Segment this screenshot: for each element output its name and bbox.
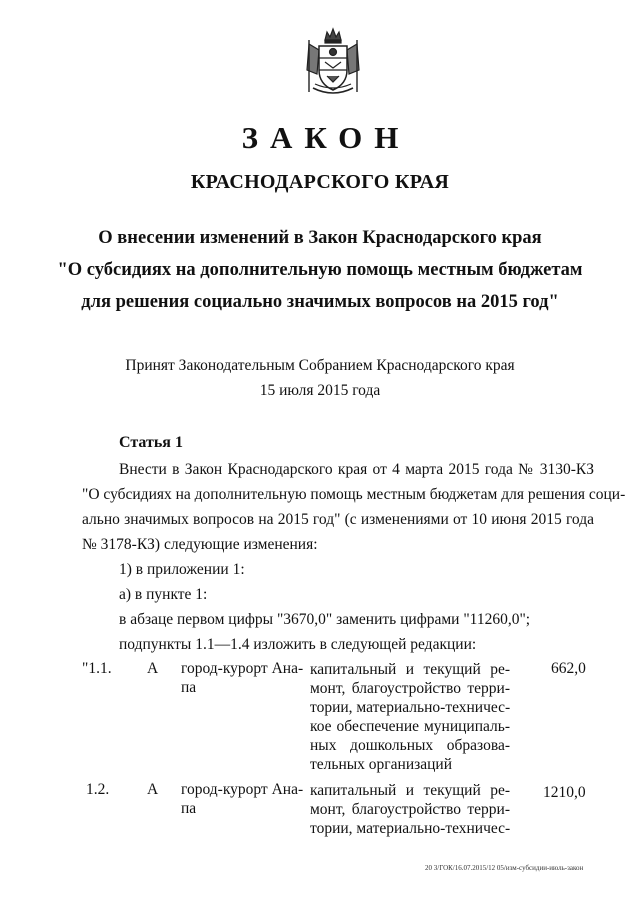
krasnodar-krai-coat-of-arms [303,26,363,98]
document-title: ЗАКОН [241,120,411,155]
item-subpoints: подпункты 1.1—1.4 изложить в следующей редакции: [119,636,477,653]
row-description [310,781,510,838]
document-subtitle: КРАСНОДАРСКОГО КРАЯ [190,171,450,193]
description-line: тельных организаций [310,756,453,773]
description-line: тории, материально-техничес- [310,820,511,837]
description-line: капитальный и текущий ре- [310,661,510,678]
adopted-date: 15 июля 2015 года [259,382,381,399]
description-line: монт, благоустройство терри- [310,801,510,818]
paragraph-line-3: ально значимых вопросов на 2015 год" (с изменениями от 10 июня 2015 года [82,511,594,528]
document-footer-code: 20 3/ГОК/16.07.2015/12 05/изм-субсидии-июль-закон [425,864,584,872]
item-abzac: в абзаце первом цифры "3670,0" заменить цифрами "11260,0"; [119,611,531,628]
row-number: 1.2. [86,781,110,798]
description-line: ных дошкольных образова- [310,737,510,754]
paragraph-line-1: Внести в Закон Краснодарского края от 4 марта 2015 года № 3130-КЗ [119,461,594,478]
adopted-by: Принят Законодательным Собранием Краснодарского края [125,357,515,374]
item-appendix: 1) в приложении 1: [119,561,245,578]
description-line: капитальный и текущий ре- [310,782,510,799]
description-line: тории, материально-техничес- [310,699,511,716]
row-number: "1.1. [82,660,112,677]
row-amount: 1210,0 [543,784,586,801]
description-line: монт, благоустройство терри- [310,680,510,697]
article-title: Статья 1 [119,434,183,451]
row-category: А [147,781,159,798]
law-heading-line-2: "О субсидиях на дополнительную помощь местным бюджетам [57,260,583,280]
row-municipality-line-2: па [181,679,197,696]
row-category: А [147,660,159,677]
row-description [310,660,510,774]
row-municipality-line-1: город-курорт Ана- [181,781,304,798]
row-municipality-line-1: город-курорт Ана- [181,660,304,677]
item-point: а) в пункте 1: [119,586,208,603]
paragraph-line-4: № 3178-КЗ) следующие изменения: [82,536,318,553]
description-line: кое обеспечение муниципаль- [310,718,510,735]
law-heading-line-1: О внесении изменений в Закон Краснодарского края [98,228,542,248]
row-amount: 662,0 [551,660,586,677]
row-municipality-line-2: па [181,800,197,817]
law-heading-line-3: для решения социально значимых вопросов на 2015 год" [81,292,559,312]
paragraph-line-2: "О субсидиях на дополнительную помощь местным бюджетам для решения соци- [82,486,626,503]
